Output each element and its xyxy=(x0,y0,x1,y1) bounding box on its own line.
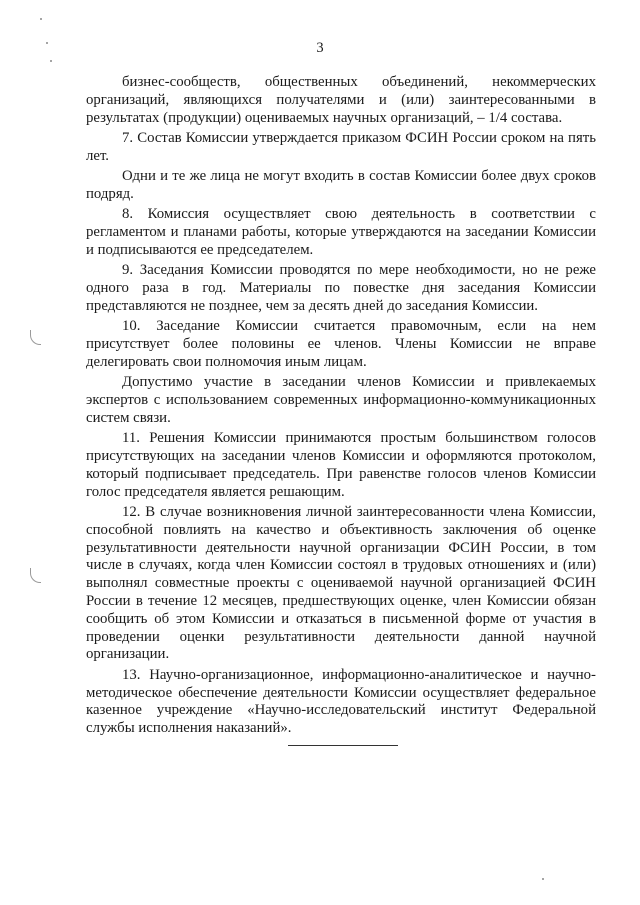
paragraph-7: 7. Состав Комиссии утверждается приказом ФСИН России сроком на пять лет. xyxy=(86,129,596,164)
paragraph-12: 12. В случае возникновения личной заинтересованности члена Комиссии, способной повлиять на качество и объективность заключения об оценке результативности деятельности научной организации ФСИН России, в том числе в случаях, когда член Комиссии состоял в трудовых отношениях и (или) выполнял совместные проекты с оцениваемой научной организацией ФСИН России в течение 12 месяцев, предшествующих оценке, член Комиссии обязан сообщить об этом Комиссии и отказаться в письменной форме от участия в проведении оценки результативности деятельности данной научной организации. xyxy=(86,504,596,663)
scan-speck xyxy=(542,878,544,880)
paragraph-11: 11. Решения Комиссии принимаются простым большинством голосов присутствующих на заседании членов Комиссии и оформляются протоколом, который подписывает председатель. При равенстве голосов членов Комиссии голос председателя является решающим. xyxy=(86,430,596,500)
scan-speck xyxy=(40,18,42,20)
scan-speck xyxy=(46,42,48,44)
paragraph-13: 13. Научно-организационное, информационно-аналитическое и научно-методическое обеспечение деятельности Комиссии осуществляет федеральное казенное учреждение «Научно-исследовательский институт Федеральной службы исполнения наказаний». xyxy=(86,666,596,737)
scan-mark xyxy=(30,568,41,583)
paragraph-8: 8. Комиссия осуществляет свою деятельность в соответствии с регламентом и планами работы, которые утверждаются на заседании Комиссии и подписываются ее председателем. xyxy=(86,206,596,258)
scan-speck xyxy=(50,60,52,62)
page-number: 3 xyxy=(316,40,324,56)
paragraph-10: 10. Заседание Комиссии считается правомочным, если на нем присутствует более половины ее членов. Члены Комиссии не вправе делегировать свои полномочия иным лицам. xyxy=(86,318,596,370)
paragraph-continuation: бизнес-сообществ, общественных объединений, некоммерческих организаций, являющихся получателями и (или) заинтересованными в результатах (продукции) оцениваемых научных организаций, – 1/4 состава. xyxy=(86,74,596,126)
document-body xyxy=(86,74,596,741)
end-of-document-rule xyxy=(288,745,398,746)
scan-mark xyxy=(30,330,41,345)
paragraph-7-term-limit: Одни и те же лица не могут входить в состав Комиссии более двух сроков подряд. xyxy=(86,168,596,202)
paragraph-10-experts: Допустимо участие в заседании членов Комиссии и привлекаемых экспертов с использованием современных информационно-коммуникационных систем связи. xyxy=(86,374,596,426)
paragraph-9: 9. Заседания Комиссии проводятся по мере необходимости, но не реже одного раза в год. Материалы по повестке дня заседания Комиссии представляются не позднее, чем за десять дней до заседания Комиссии. xyxy=(86,262,596,314)
